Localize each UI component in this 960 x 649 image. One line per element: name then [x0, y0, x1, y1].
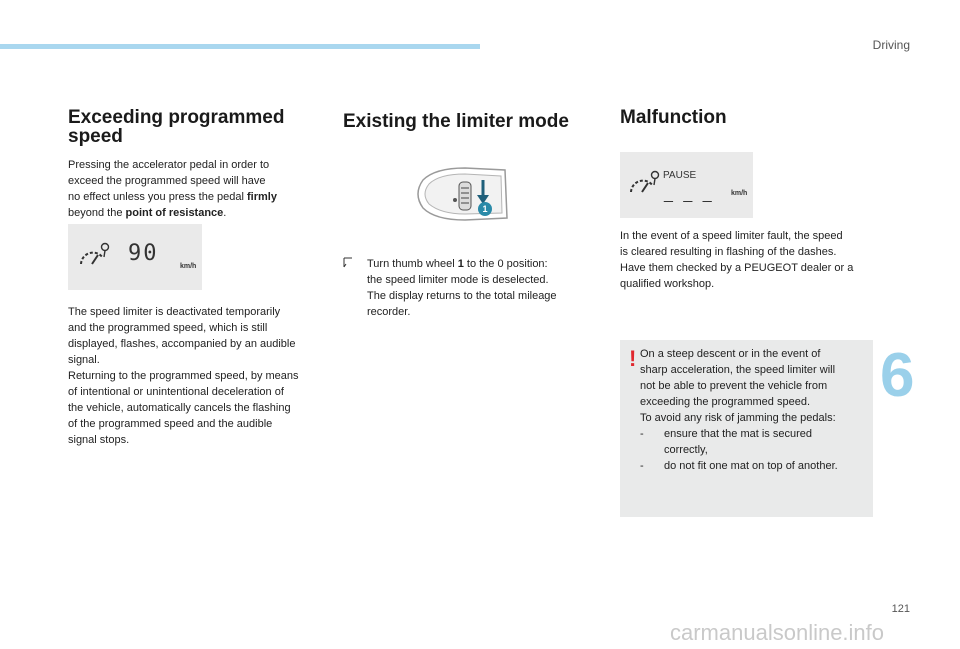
chapter-number: 6 [880, 341, 915, 410]
section-color-bar [0, 44, 480, 49]
heading-exceeding-speed: Exceeding programmed speed [68, 107, 285, 147]
speed-unit: km/h [731, 190, 748, 197]
speed-limiter-icon [78, 242, 112, 275]
warning-icon: ! [629, 346, 637, 371]
speed-limiter-icon [628, 170, 662, 203]
heading-malfunction: Malfunction [620, 107, 727, 128]
paragraph-malfunction: In the event of a speed limiter fault, the speed is cleared resulting in flashing of the dashes. Have them checked by a PEUGEOT dealer or a qualified workshop. [620, 230, 854, 290]
page-number: 121 [891, 603, 910, 615]
heading-exiting-limiter: Existing the limiter mode [343, 111, 569, 132]
speed-unit: km/h [180, 263, 197, 270]
section-label: Driving [872, 38, 910, 52]
pause-label: PAUSE [663, 170, 697, 181]
list-item: - ensure that the mat is secured correctly, [640, 428, 812, 456]
warning-box: ! On a steep descent or in the event of sharp acceleration, the speed limiter will not be able to prevent the vehicle from exceeding the programmed speed. To avoid any risk of jamming the pedals: - ensure that the mat is secured correctly, - do not fit one mat on top of another. [620, 340, 873, 517]
pause-display [620, 152, 753, 218]
column-malfunction [620, 108, 875, 127]
speed-display-90 [68, 224, 202, 290]
watermark: carmanualsonline.info [670, 620, 885, 645]
bullet-turn-thumb-wheel: Turn thumb wheel 1 to the 0 position: the speed limiter mode is deselected. The display returns to the total mileage recorder. [343, 256, 583, 320]
column-exceeding-speed [68, 108, 318, 221]
steering-stalk-illustration [405, 160, 515, 240]
column-exiting-limiter [343, 112, 593, 131]
list-item: - do not fit one mat on top of another. [640, 460, 838, 472]
paragraph-accelerator: Pressing the accelerator pedal in order to exceed the programmed speed will have no effect unless you press the pedal firmly beyond the point of resistance. [68, 159, 277, 219]
paragraph-deactivated: The speed limiter is deactivated temporarily and the programmed speed, which is still displayed, flashes, accompanied by an audible signal. Returning to the programmed speed, by means of intentional or unintentional deceleration of the vehicle, automatically cancels the flashing of the programmed speed and the audible signal stops. [68, 306, 299, 446]
speed-value: 90 [128, 241, 159, 266]
callout-1: 1 [478, 202, 492, 216]
speed-dashes: _ _ _ [664, 186, 715, 203]
bullet-arrow-icon [343, 256, 353, 273]
